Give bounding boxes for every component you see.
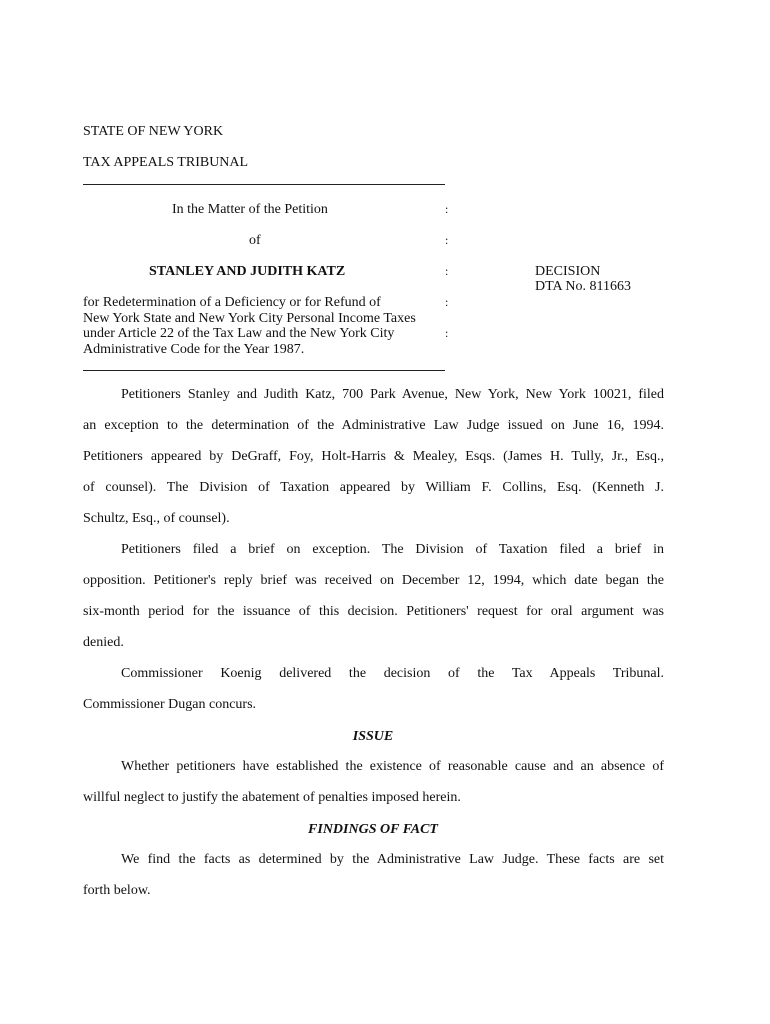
paragraph-commissioners: [83, 658, 664, 720]
paragraph-line: Whether petitioners have established the existence of reasonable cause and an absence of: [121, 759, 664, 774]
tribunal-heading: TAX APPEALS TRIBUNAL: [83, 155, 249, 170]
caption-purpose-line: for Redetermination of a Deficiency or for Refund of: [83, 295, 381, 310]
paragraph-line: Petitioners filed a brief on exception. The Division of Taxation filed a brief in: [121, 542, 664, 557]
decision-title: DECISION: [535, 264, 601, 279]
paragraph-line: Petitioners Stanley and Judith Katz, 700 Park Avenue, New York, New York 10021, filed: [121, 387, 664, 402]
caption-purpose-line: New York State and New York City Personal Income Taxes: [83, 310, 416, 326]
paragraph-line: forth below.: [83, 883, 151, 898]
paragraph-briefs: [83, 534, 664, 658]
state-heading: STATE OF NEW YORK: [83, 124, 224, 139]
caption-of: of: [249, 233, 261, 248]
caption-petitioners: STANLEY AND JUDITH KATZ: [149, 264, 346, 279]
caption-colon: :: [445, 326, 449, 340]
findings-heading: FINDINGS OF FACT: [308, 822, 438, 837]
caption-purpose-line: Administrative Code for the Year 1987.: [83, 341, 305, 357]
issue-paragraph: [83, 751, 664, 813]
paragraph-line: an exception to the determination of the Administrative Law Judge issued on June 16, 1994.: [83, 418, 664, 433]
caption-colon: :: [445, 264, 449, 278]
paragraph-line: Schultz, Esq., of counsel).: [83, 511, 230, 526]
caption-purpose-line: under Article 22 of the Tax Law and the New York City: [83, 326, 395, 341]
decision-number: DTA No. 811663: [535, 279, 631, 294]
paragraph-line: opposition. Petitioner's reply brief was received on December 12, 1994, which date began the: [83, 573, 664, 588]
paragraph-line: of counsel). The Division of Taxation appeared by William F. Collins, Esq. (Kenneth J.: [83, 480, 664, 495]
caption-top-rule: [83, 184, 445, 185]
paragraph-line: Commissioner Dugan concurs.: [83, 697, 257, 712]
paragraph-line: willful neglect to justify the abatement of penalties imposed herein.: [83, 790, 461, 805]
paragraph-line: We find the facts as determined by the Administrative Law Judge. These facts are set: [121, 852, 664, 867]
caption-matter: In the Matter of the Petition: [172, 202, 328, 217]
paragraph-line: denied.: [83, 635, 124, 650]
issue-heading: ISSUE: [352, 729, 394, 744]
caption-colon: :: [445, 233, 449, 247]
caption-purpose: [83, 295, 416, 357]
findings-paragraph: [83, 844, 664, 906]
paragraph-exception: [83, 379, 664, 534]
caption-colon: :: [445, 202, 449, 216]
caption-colon: :: [445, 295, 449, 309]
caption-bottom-rule: [83, 370, 445, 371]
paragraph-line: six-month period for the issuance of this decision. Petitioners' request for oral argument was: [83, 604, 664, 619]
paragraph-line: Petitioners appeared by DeGraff, Foy, Holt-Harris & Mealey, Esqs. (James H. Tully, Jr., Esq.,: [83, 449, 664, 464]
paragraph-line: Commissioner Koenig delivered the decision of the Tax Appeals Tribunal.: [121, 666, 664, 681]
